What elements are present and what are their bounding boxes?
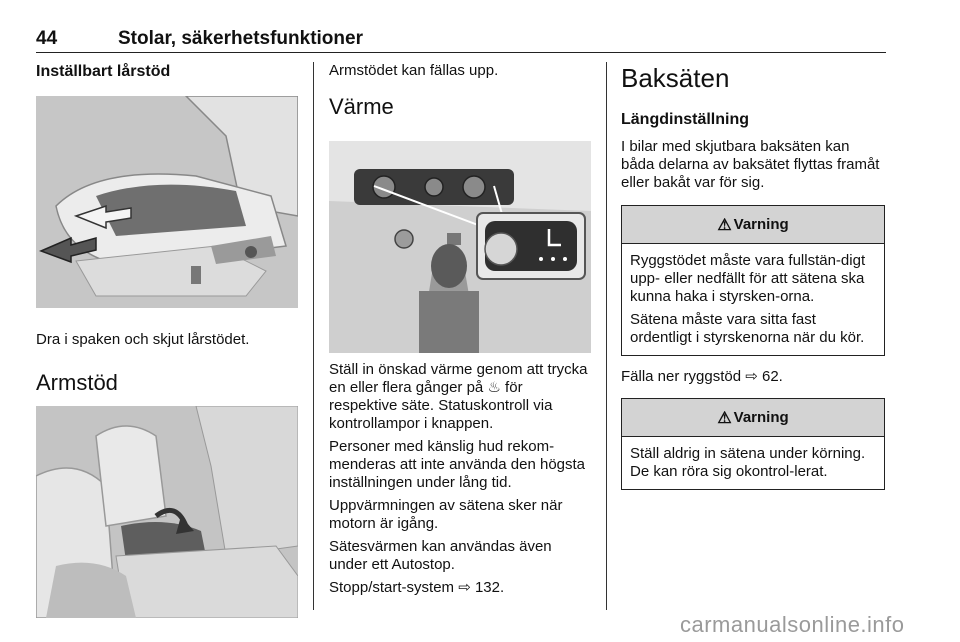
rear-seats-heading: Baksäten — [621, 63, 730, 93]
page-title: Stolar, säkerhetsfunktioner — [118, 28, 363, 49]
sensitive-skin-note: Personer med känslig hud rekom-menderas att inte använda den högsta inställningen under lång tid. — [329, 438, 586, 491]
engine-running-note: Uppvärmningen av sätena sker när motorn är igång. — [329, 497, 563, 532]
length-adjustment-heading: Längdinställning — [621, 111, 749, 128]
warning-text: Sätena måste vara sitta fast ordentligt i styrskenorna när du kör. — [630, 311, 865, 346]
stop-start-reference: Stopp/start-system ⇨ 132. — [329, 579, 505, 596]
thigh-support-caption: Dra i spaken och skjut lårstödet. — [36, 331, 250, 348]
thigh-support-illustration — [36, 96, 298, 308]
column-middle — [329, 62, 591, 597]
warning-body — [622, 244, 884, 355]
heating-instruction: Ställ in önskad värme genom att trycka en eller flera gånger på ♨ för respektive säte. Statuskontroll via kontrollampor i knappen. — [329, 361, 588, 432]
reference-arrow-icon: ⇨ — [458, 579, 471, 596]
column-divider — [313, 62, 314, 610]
page-ref-link[interactable]: 132. — [474, 579, 505, 596]
column-right — [621, 62, 885, 490]
watermark: carmanualsonline.info — [680, 612, 905, 637]
armrest-illustration — [36, 406, 298, 618]
page-number: 44 — [36, 28, 58, 49]
length-adjustment-text: I bilar med skjutbara baksäten kan båda delarna av baksätet flyttas framåt eller bakåt var för sig. — [621, 138, 880, 191]
page-ref-link[interactable]: 62. — [761, 368, 783, 385]
column-divider — [606, 62, 607, 610]
reference-arrow-icon: ⇨ — [745, 368, 758, 385]
warning-triangle-icon: ⚠ — [717, 409, 732, 427]
armrest-text: Armstödet kan fällas upp. — [329, 62, 499, 79]
column-left — [36, 62, 298, 618]
warning-box — [621, 398, 885, 490]
warning-text: Ryggstödet måste vara fullstän-digt upp- eller nedfällt för att sätena ska kunna haka i styrsken-orna. — [630, 252, 866, 305]
thigh-support-heading: Inställbart lårstöd — [36, 63, 171, 80]
warning-text: Ställ aldrig in sätena under körning. De kan röra sig okontrol-lerat. — [630, 445, 866, 480]
armrest-heading: Armstöd — [36, 370, 118, 395]
warning-header: ⚠ Varning — [622, 399, 884, 437]
autostop-note: Sätesvärmen kan användas även under ett Autostop. — [329, 538, 552, 573]
warning-triangle-icon: ⚠ — [717, 216, 732, 234]
warning-box — [621, 205, 885, 356]
warning-header: ⚠ Varning — [622, 206, 884, 244]
heating-illustration — [329, 141, 591, 353]
warning-body — [622, 437, 884, 489]
heating-heading: Värme — [329, 94, 394, 119]
seat-heat-icon: ♨ — [487, 379, 501, 396]
fold-backrest-reference: Fälla ner ryggstöd ⇨ 62. — [621, 368, 783, 385]
page-header — [36, 28, 886, 53]
